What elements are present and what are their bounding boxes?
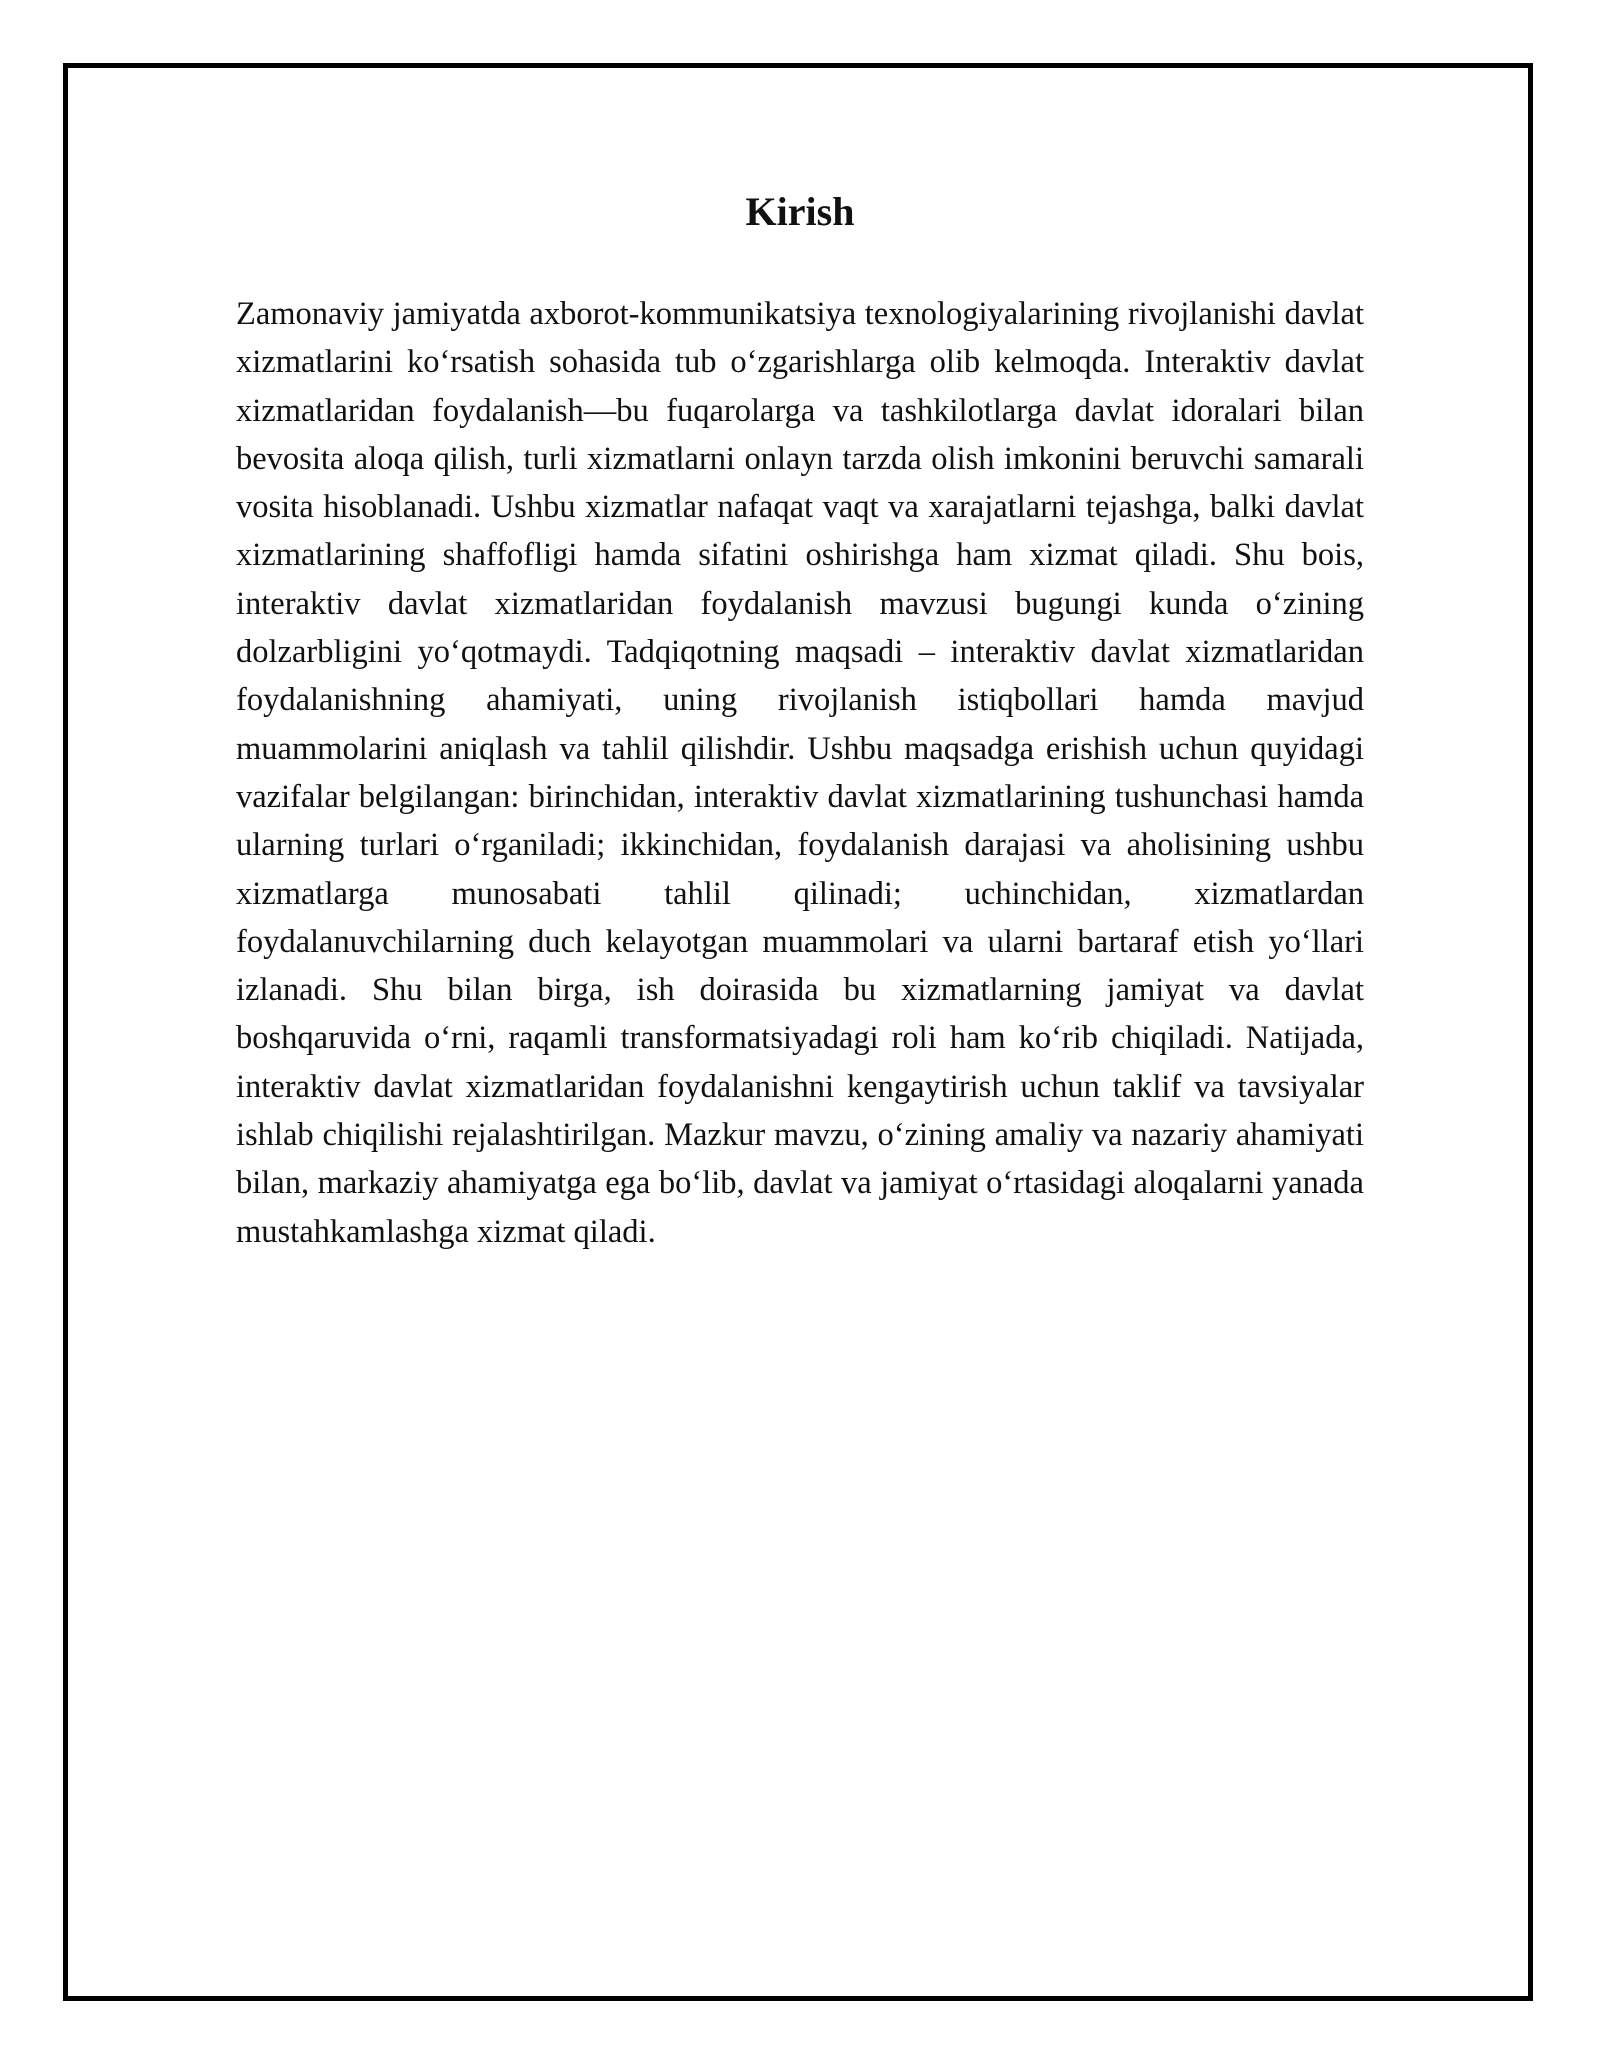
body-paragraph: Zamonaviy jamiyatda axborot-kommunikatsiya texnologiyalarining rivojlanishi davlat xizmatlarini ko‘rsatish sohasida tub o‘zgarishlarga olib kelmoqda. Interaktiv davlat xizmatlaridan foydalanish—bu fuqarolarga va tashkilotlarga davlat idoralari bilan bevosita aloqa qilish, turli xizmatlarni onlayn tarzda olish imkonini beruvchi samarali vosita hisoblanadi. Ushbu xizmatlar nafaqat vaqt va xarajatlarni tejashga, balki davlat xizmatlarining shaffofligi hamda sifatini oshirishga ham xizmat qiladi. Shu bois, interaktiv davlat xizmatlaridan foydalanish mavzusi bugungi kunda o‘zining dolzarbligini yo‘qotmaydi. Tadqiqotning maqsadi – interaktiv davlat xizmatlaridan foydalanishning ahamiyati, uning rivojlanish istiqbollari hamda mavjud muammolarini aniqlash va tahlil qilishdir. Ushbu maqsadga erishish uchun quyidagi vazifalar belgilangan: birinchidan, interaktiv davlat xizmatlarining tushunchasi hamda ularning turlari o‘rganiladi; ikkinchidan, foydalanish darajasi va aholisining ushbu xizmatlarga munosabati tahlil qilinadi; uchinchidan, xizmatlardan foydalanuvchilarning duch kelayotgan muammolari va ularni bartaraf etish yo‘llari izlanadi. Shu bilan birga, ish doirasida bu xizmatlarning jamiyat va davlat boshqaruvida o‘rni, raqamli transformatsiyadagi roli ham ko‘rib chiqiladi. Natijada, interaktiv davlat xizmatlaridan foydalanishni kengaytirish uchun taklif va tavsiyalar ishlab chiqilishi rejalashtirilgan. Mazkur mavzu, o‘zining amaliy va nazariy ahamiyati bilan, markaziy ahamiyatga ega bo‘lib, davlat va jamiyat o‘rtasidagi aloqalarni yanada mustahkamlashga xizmat qiladi.: [236, 296, 1364, 1250]
page-title: Kirish: [745, 189, 855, 234]
